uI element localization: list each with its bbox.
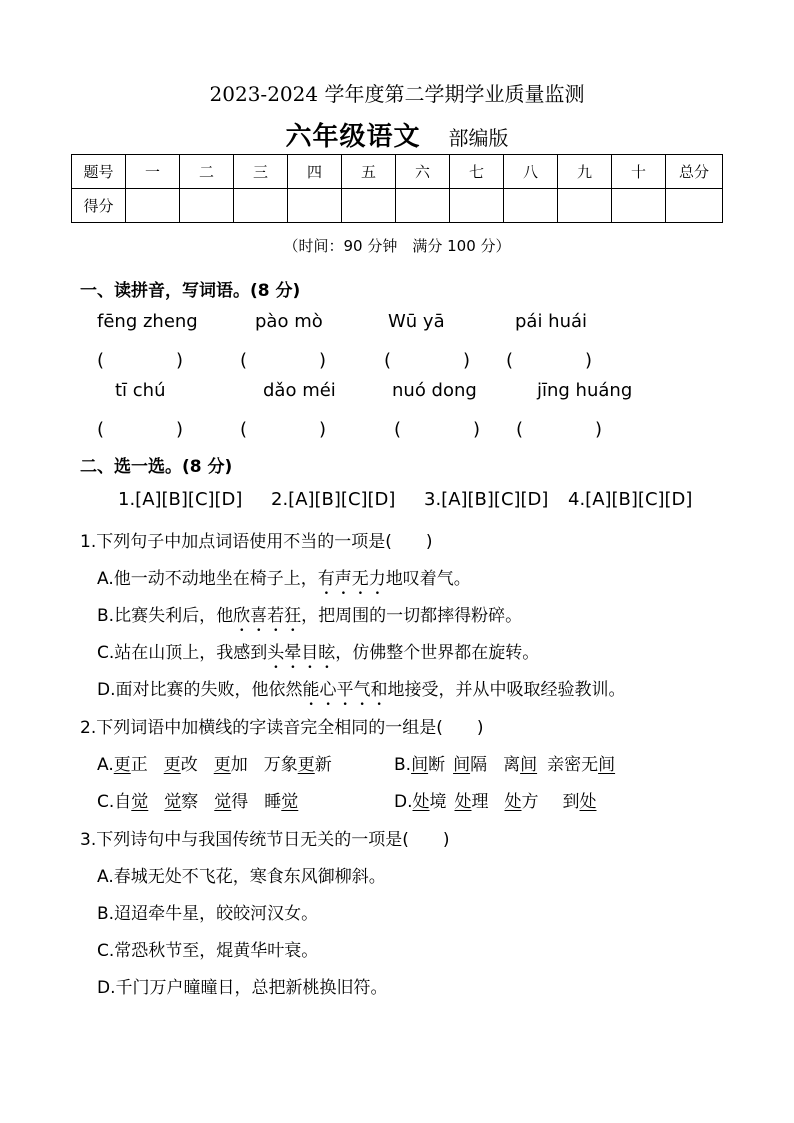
score-entry-cell[interactable] [180,189,234,223]
answer-blank-4[interactable]: ( ) [506,350,593,371]
score-table-score-row [72,189,723,223]
pinyin-4: pái huái [515,311,588,332]
time-info: （时间：90 分钟 满分 100 分） [283,237,511,255]
score-entry-cell[interactable] [288,189,342,223]
pinyin-2: pào mò [255,311,323,332]
score-cell: 二 [180,155,234,189]
score-entry-cell[interactable] [612,189,666,223]
question-2-option-d[interactable]: D.处境 处理 处方 到处 [394,792,597,812]
word: 更改 [163,755,198,775]
answer-blank-2[interactable]: ( ) [240,350,327,371]
pinyin-5: tī chú [115,380,166,401]
word: 万象更新 [263,755,332,775]
question-1-option-a[interactable]: A.他一动不动地坐在椅子上，有声无力地叹着气。 [97,569,471,589]
question-1-stem: 1.下列句子中加点词语使用不当的一项是( ) [80,532,433,552]
answer-blank-5[interactable]: ( ) [97,419,184,440]
question-2-option-b[interactable]: B.间断 间隔 离间 亲密无间 [394,755,616,775]
score-entry-cell[interactable] [396,189,450,223]
score-table-header-row [72,155,723,189]
word: 觉得 [214,792,249,812]
answer-blank-7[interactable]: ( ) [394,419,481,440]
answer-blank-3[interactable]: ( ) [384,350,471,371]
section2-heading: 二、选一选。(8 分) [80,457,233,477]
score-entry-cell[interactable] [666,189,723,223]
score-entry-cell[interactable] [234,189,288,223]
answer-blank-8[interactable]: ( ) [516,419,603,440]
word: 间隔 [453,755,488,775]
score-entry-cell[interactable] [558,189,612,223]
question-3-option-d[interactable]: D.千门万户曈曈日，总把新桃换旧符。 [97,978,388,998]
score-cell: 九 [558,155,612,189]
word: 间断 [411,755,446,775]
score-cell: 四 [288,155,342,189]
score-cell: 七 [450,155,504,189]
question-1-option-d[interactable]: D.面对比赛的失败，他依然能心平气和地接受，并从中吸取经验教训。 [97,680,626,700]
answer-slot-4[interactable]: 4.[A][B][C][D] [568,489,693,510]
word: 更正 [113,755,148,775]
answer-blank-1[interactable]: ( ) [97,350,184,371]
dotted-word: 能心平气和 [302,680,388,700]
score-entry-cell[interactable] [342,189,396,223]
edition-label: 部编版 [448,126,509,150]
answer-slot-1[interactable]: 1.[A][B][C][D] [118,489,243,510]
subject-name: 六年级语文 [285,122,421,152]
question-1-option-b[interactable]: B.比赛失利后，他欣喜若狂，把周围的一切都摔得粉碎。 [97,606,523,626]
question-3-stem: 3.下列诗句中与我国传统节日无关的一项是( ) [80,830,450,850]
score-entry-cell[interactable] [126,189,180,223]
question-2-stem: 2.下列词语中加横线的字读音完全相同的一组是( ) [80,718,484,738]
dotted-word: 有声无力 [317,569,386,589]
dotted-word: 欣喜若狂 [233,606,302,626]
score-label-cell: 得分 [72,189,126,223]
pinyin-3: Wū yā [388,311,445,332]
word: 自觉 [114,792,149,812]
score-table [71,154,723,223]
word: 处理 [454,792,489,812]
dotted-word: 头晕目眩 [267,643,336,663]
score-entry-cell[interactable] [504,189,558,223]
question-1-option-c[interactable]: C.站在山顶上，我感到头晕目眩，仿佛整个世界都在旋转。 [97,643,540,663]
pinyin-7: nuó dong [392,380,477,401]
answer-slot-3[interactable]: 3.[A][B][C][D] [424,489,549,510]
word: 觉察 [164,792,199,812]
score-cell: 一 [126,155,180,189]
answer-blank-6[interactable]: ( ) [240,419,327,440]
score-cell: 八 [504,155,558,189]
score-cell: 总分 [666,155,723,189]
score-entry-cell[interactable] [450,189,504,223]
question-3-option-b[interactable]: B.迢迢牵牛星，皎皎河汉女。 [97,904,319,924]
score-cell: 十 [612,155,666,189]
word: 处境 [412,792,447,812]
word: 到处 [562,792,597,812]
score-cell: 题号 [72,155,126,189]
score-cell: 五 [342,155,396,189]
exam-title: 2023-2024 学年度第二学期学业质量监测 [209,82,585,106]
question-3-option-c[interactable]: C.常恐秋节至，焜黄华叶衰。 [97,941,319,961]
word: 处方 [504,792,539,812]
exam-subtitle [0,116,794,153]
section1-heading: 一、读拼音，写词语。(8 分) [80,281,301,301]
question-3-option-a[interactable]: A.春城无处不飞花，寒食东风御柳斜。 [97,867,386,887]
word: 离间 [503,755,538,775]
score-cell: 六 [396,155,450,189]
pinyin-6: dǎo méi [263,380,336,401]
word: 睡觉 [264,792,299,812]
score-cell: 三 [234,155,288,189]
question-2-option-c[interactable]: C.自觉 觉察 觉得 睡觉 [97,792,299,812]
word: 亲密无间 [547,755,616,775]
pinyin-8: jīng huáng [537,380,633,401]
word: 更加 [213,755,248,775]
question-2-option-a[interactable]: A.更正 更改 更加 万象更新 [97,755,332,775]
pinyin-1: fēng zheng [97,311,198,332]
answer-slot-2[interactable]: 2.[A][B][C][D] [271,489,396,510]
